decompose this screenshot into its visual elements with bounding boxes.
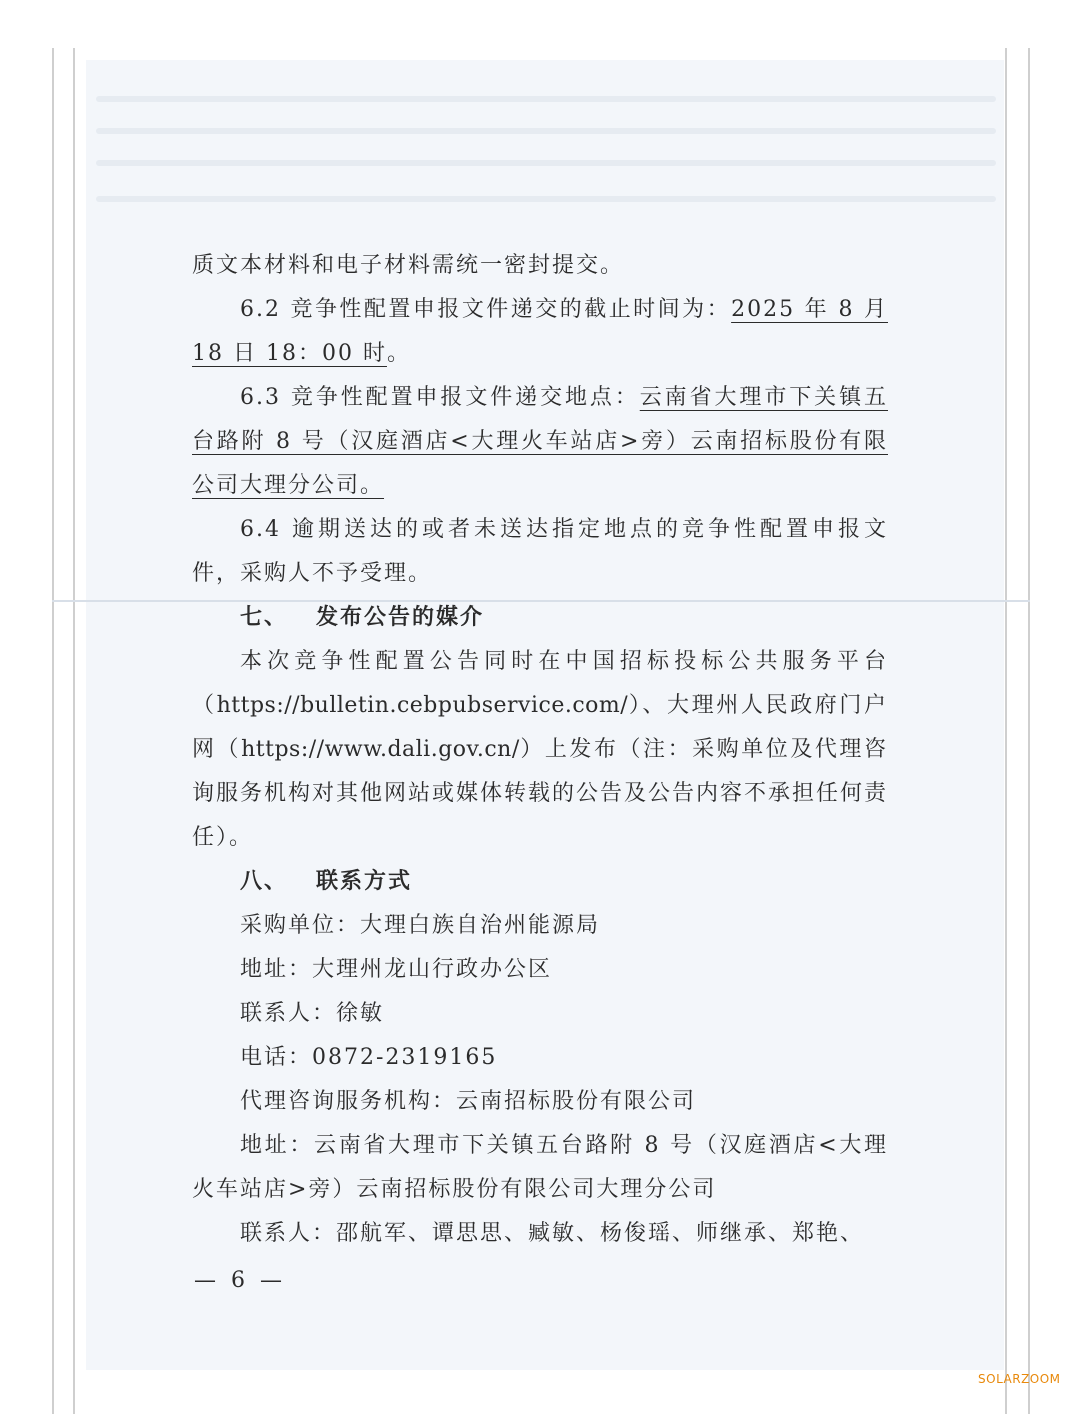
section-7-text-b: ）、大理州人民政府门户网（ [192, 693, 888, 762]
section-7-text-c: ）上发布（注：采购单位及代理咨询服务机构对其他网站或媒体转载的公告及公告内容不承担任何责任）。 [192, 737, 889, 850]
clause-6-3 [192, 376, 888, 508]
bleed-through-line [96, 160, 996, 166]
section-8-title: 联系方式 [316, 869, 413, 894]
deadline-date: 2025 年 8 月 18 日 18：00 时 [192, 297, 888, 366]
purchaser-line: 采购单位：大理白族自治州能源局 [240, 913, 601, 938]
page-edge-line [73, 48, 75, 1414]
section-7-text-a: 本次竞争性配置公告同时在中国招标投标公共服务平台（ [192, 649, 888, 718]
bleed-through-line [96, 96, 996, 102]
purchaser-contact-line: 联系人：徐敏 [240, 1001, 385, 1026]
submission-address: 云南省大理市下关镇五台路附 8 号（汉庭酒店<大理火车站店>旁）云南招标股份有限公司大理分公司。 [192, 385, 888, 498]
purchaser-phone-line: 电话：0872-2319165 [240, 1045, 498, 1070]
clause-6-2-text: 6.2 竞争性配置申报文件递交的截止时间为： [240, 297, 732, 322]
section-7-number: 七、 [240, 605, 289, 630]
clause-6-4: 6.4 逾期送达的或者未送达指定地点的竞争性配置申报文件，采购人不予受理。 [192, 517, 888, 586]
bleed-through-line [96, 196, 996, 202]
purchaser-address-line: 地址：大理州龙山行政办公区 [240, 957, 553, 982]
section-7-body [192, 640, 888, 860]
clause-6-2-end: 。 [386, 341, 411, 366]
agency-contact-line: 联系人：邵航军、谭思思、臧敏、杨俊瑶、师继承、郑艳、 [240, 1221, 865, 1246]
document-body [192, 244, 888, 1256]
section-8-number: 八、 [240, 869, 289, 894]
page-number: — 6 — [194, 1268, 286, 1293]
page-edge-line [1005, 48, 1007, 1414]
section-7-heading [240, 596, 888, 640]
agency-address-line: 地址：云南省大理市下关镇五台路附 8 号（汉庭酒店<大理火车站店>旁）云南招标股份有限公司大理分公司 [192, 1133, 888, 1202]
page-edge-line [1028, 48, 1030, 1414]
bleed-through-line [96, 128, 996, 134]
watermark-logo: SOLARZOOM [978, 1372, 1061, 1386]
agency-line: 代理咨询服务机构：云南招标股份有限公司 [240, 1089, 697, 1114]
section-7-title: 发布公告的媒介 [316, 605, 485, 630]
dali-gov-link[interactable]: https://www.dali.gov.cn/ [241, 737, 520, 762]
cebpubservice-link[interactable]: https://bulletin.cebpubservice.com/ [216, 693, 629, 718]
page-edge-line [52, 48, 54, 1414]
clause-6-3-text: 6.3 竞争性配置申报文件递交地点： [240, 385, 640, 410]
section-8-heading [240, 860, 888, 904]
clause-6-2 [192, 288, 888, 376]
paragraph-continuation: 质文本材料和电子材料需统一密封提交。 [192, 253, 625, 278]
